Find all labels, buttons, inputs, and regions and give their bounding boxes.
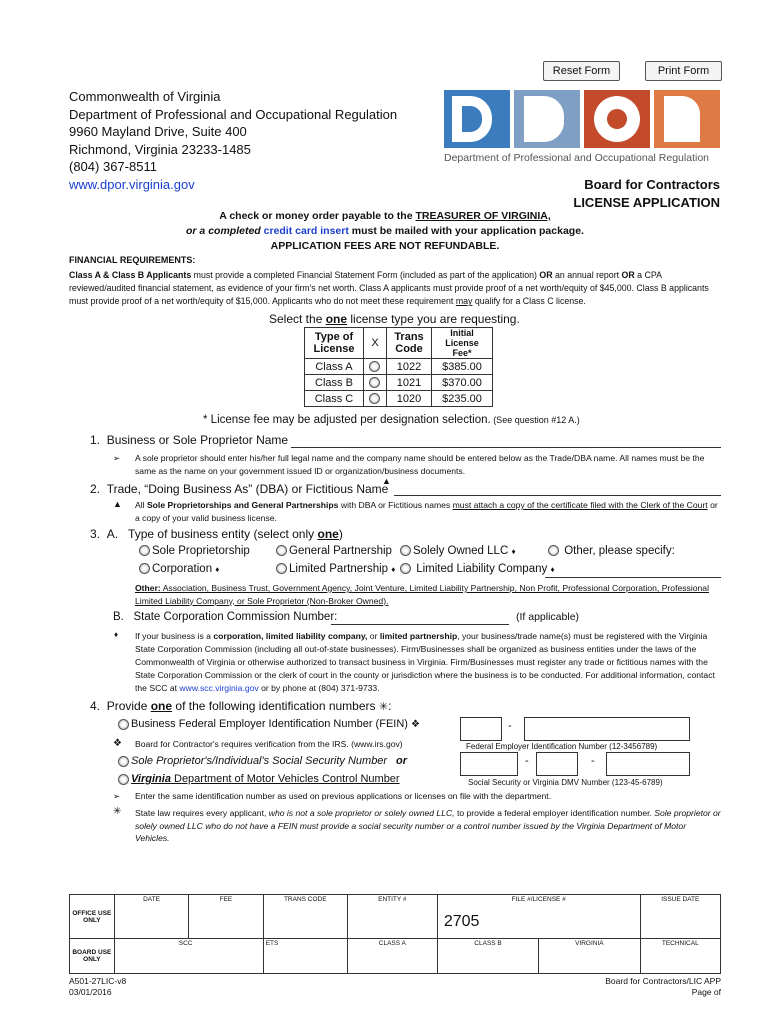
- application-title: LICENSE APPLICATION: [573, 195, 720, 210]
- q4-label: 4. Provide one of the following identification numbers ✳:: [90, 699, 392, 713]
- website-link[interactable]: www.dpor.virginia.gov: [69, 176, 195, 192]
- fein-caption: Federal Employer Identification Number (12-3456789): [466, 742, 658, 751]
- radio-icon[interactable]: [139, 563, 150, 574]
- page-number: Page of: [691, 987, 721, 997]
- q4-bullet-icon: ➢: [113, 791, 121, 801]
- reset-form-button[interactable]: Reset Form: [543, 61, 620, 81]
- other-entity-list: Other: Association, Business Trust, Government Agency, Joint Venture, Limited Liability Partnership, Non Profit, Professional Corporation, Professional Limited Liability Company, or Sole Proprietor (Non-Broker Owned).: [135, 583, 709, 606]
- address-line-3: 9960 Mayland Drive, Suite 400: [69, 124, 247, 139]
- ssn-part2-input[interactable]: [536, 752, 578, 776]
- dmv-option[interactable]: Virginia Department of Motor Vehicles Control Number: [118, 773, 400, 785]
- ssn-dash-2: -: [591, 755, 595, 767]
- board-title-block: [573, 176, 720, 212]
- ssn-part1-input[interactable]: [460, 752, 518, 776]
- radio-icon[interactable]: [548, 545, 559, 556]
- dba-name-input[interactable]: [394, 494, 721, 496]
- radio-icon[interactable]: [400, 563, 411, 574]
- q3-note-diamond-icon: ♦: [114, 630, 119, 639]
- radio-icon[interactable]: [118, 756, 129, 767]
- agency-address: [69, 88, 397, 193]
- business-name-input[interactable]: [291, 446, 721, 448]
- scc-number-input[interactable]: [331, 623, 509, 625]
- fein-note: Board for Contractor's requires verification from the IRS. (www.irs.gov): [135, 739, 403, 749]
- q3-note: If your business is a corporation, limited liability company, or limited partnership, your business/trade name(s) must be registered with the Virginia State Corporation Commission (including all out-of-state businesses). Firm/Businesses shall be organized as business entities under the laws of the Commonwealth of Virginia or otherwise authorized to transact business in Virginia. Firm/Businesses must register any trade or fictitious names with the State Corporation Commission or the clerk of court in the county or jurisdiction where the business is to be conducted. For additional information, contact the SCC at www.scc.virginia.gov or by phone at (804) 371-9733.: [135, 631, 715, 693]
- other-entity-input[interactable]: [545, 576, 721, 578]
- footer-form-name: Board for Contractors/LIC APP: [605, 976, 721, 986]
- ssn-option[interactable]: Sole Proprietor's/Individual's Social Security Number: [118, 755, 387, 767]
- license-row-class-b: Class B 1021 $370.00: [305, 375, 493, 391]
- entity-llc[interactable]: Limited Liability Company ♦: [400, 563, 555, 575]
- address-line-2: Department of Professional and Occupational Regulation: [69, 106, 398, 122]
- file-license-value: 2705: [443, 913, 480, 930]
- form-number: A501-27LIC-v8: [69, 976, 127, 986]
- fein-option[interactable]: Business Federal Employer Identification Number (FEIN) ❖: [118, 718, 420, 730]
- fein-suffix-input[interactable]: [524, 717, 690, 741]
- scc-hint: (If applicable): [516, 611, 580, 623]
- asterisk-icon: ✳: [378, 701, 389, 713]
- entity-solely-owned-llc[interactable]: Solely Owned LLC ♦: [400, 545, 516, 557]
- class-b-radio[interactable]: [369, 377, 380, 388]
- footer-left: [69, 976, 126, 998]
- fein-note-icon: ❖: [113, 738, 122, 749]
- financial-heading: FINANCIAL REQUIREMENTS:: [69, 255, 196, 265]
- logo-subtitle: Department of Professional and Occupational Regulation: [444, 152, 709, 164]
- print-form-button[interactable]: Print Form: [645, 61, 722, 81]
- entity-limited-partnership[interactable]: Limited Partnership ♦: [276, 563, 395, 575]
- credit-card-insert-link[interactable]: credit card insert: [263, 225, 349, 237]
- entity-sole-proprietorship[interactable]: Sole Proprietorship: [139, 545, 250, 557]
- diamond-icon: ♦: [215, 565, 220, 574]
- diamond-icon: ♦: [550, 565, 555, 574]
- license-row-class-a: Class A 1022 $385.00: [305, 359, 493, 375]
- radio-icon[interactable]: [139, 545, 150, 556]
- entity-general-partnership[interactable]: General Partnership: [276, 545, 392, 557]
- address-line-1: Commonwealth of Virginia: [69, 89, 221, 104]
- dpor-logo: [444, 90, 720, 166]
- footer-right: [605, 976, 721, 998]
- radio-icon[interactable]: [118, 774, 129, 785]
- license-type-table: Type of License X Trans Code Initial License Fee* Class A 1022 $385.00 Class B 1021 $370.00 Class C 1020 $235.00: [304, 327, 493, 407]
- address-phone: (804) 367-8511: [69, 159, 157, 174]
- fein-prefix-input[interactable]: [460, 717, 502, 741]
- radio-icon[interactable]: [118, 719, 129, 730]
- q4-note-1: Enter the same identification number as used on previous applications or licenses on file with the department.: [135, 791, 552, 801]
- q2-label: 2. Trade, “Doing Business As” (DBA) or Fictitious Name: [90, 482, 389, 496]
- q4-note-2: State law requires every applicant, who is not a sole proprietor or solely owned LLC, to provide a federal employer identification number. Sole proprietor or solely owned LLC who do not have a FEIN must provide a social security number or a control number issued by the Virginia Department of Motor Vehicles.: [135, 808, 721, 843]
- office-use-table: OFFICE USE ONLY DATE FEE TRANS CODE ENTITY # FILE #/LICENSE # 2705 ISSUE DATE BOARD USE ONLY SCC ETS CLASS A CLASS B VIRGINIA TECHNICAL: [69, 894, 721, 974]
- radio-icon[interactable]: [276, 545, 287, 556]
- license-row-class-c: Class C 1020 $235.00: [305, 391, 493, 407]
- board-title: Board for Contractors: [584, 177, 720, 192]
- license-select-heading: Select the one license type you are requesting.: [269, 312, 520, 326]
- ssn-caption: Social Security or Virginia DMV Number (123-45-6789): [468, 778, 663, 787]
- scc-link[interactable]: www.scc.virginia.gov: [179, 683, 259, 693]
- radio-icon[interactable]: [276, 563, 287, 574]
- license-fee-footnote: * License fee may be adjusted per designation selection. (See question #12 A.): [203, 414, 580, 426]
- address-line-4: Richmond, Virginia 23233-1485: [69, 141, 251, 157]
- q1-note: A sole proprietor should enter his/her full legal name and the company name should be entered below as the Trade/DBA name. All names must be the same as the name on your government issued ID or organization/business documents.: [135, 453, 705, 476]
- fein-dash: -: [508, 720, 512, 732]
- file-license-cell: FILE #/LICENSE # 2705: [437, 895, 640, 939]
- diamond-icon: ♦: [391, 565, 396, 574]
- ssn-dash-1: -: [525, 755, 529, 767]
- class-a-radio[interactable]: [369, 361, 380, 372]
- q1-label: 1. Business or Sole Proprietor Name: [90, 433, 289, 447]
- q2-diamond-icon: ▲: [382, 476, 391, 486]
- entity-corporation[interactable]: Corporation ♦: [139, 563, 219, 575]
- payment-notice: A check or money order payable to the TREASURER OF VIRGINIA, or a completed credit card insert must be mailed with your application package. APPLICATION FEES ARE NOT REFUNDABLE.: [186, 210, 584, 252]
- four-diamond-icon: ❖: [411, 719, 420, 730]
- radio-icon[interactable]: [400, 545, 411, 556]
- ssn-part3-input[interactable]: [606, 752, 690, 776]
- q2-note: All Sole Proprietorships and General Partnerships with DBA or Fictitious names must attach a copy of the certificate filed with the Clerk of the Court or a copy of your valid business license.: [135, 500, 718, 523]
- entity-other[interactable]: Other, please specify:: [548, 545, 675, 557]
- class-c-radio[interactable]: [369, 393, 380, 404]
- q3b-label: B. State Corporation Commission Number:: [113, 611, 338, 623]
- q4-asterisk-icon: ✳: [113, 806, 122, 817]
- q3-label: 3. A. Type of business entity (select only one): [90, 527, 343, 541]
- diamond-icon: ♦: [511, 547, 516, 556]
- or-label: or: [396, 755, 407, 767]
- q2-marker-icon: ▲: [113, 499, 122, 509]
- q1-bullet-icon: ➢: [113, 453, 121, 463]
- form-date: 03/01/2016: [69, 987, 112, 997]
- financial-text: Class A & Class B Applicants must provide a completed Financial Statement Form (included as part of the application) OR an annual report OR a CPA reviewed/audited financial statement, as evidence of your firm's net worth. Class A applicants must provide proof of a net worth/equity of $45,000. Class B applicants must provide proof of a net worth/equity of $15,000. Applicants who do not meet these requirement may qualify for a Class C license.: [69, 270, 709, 306]
